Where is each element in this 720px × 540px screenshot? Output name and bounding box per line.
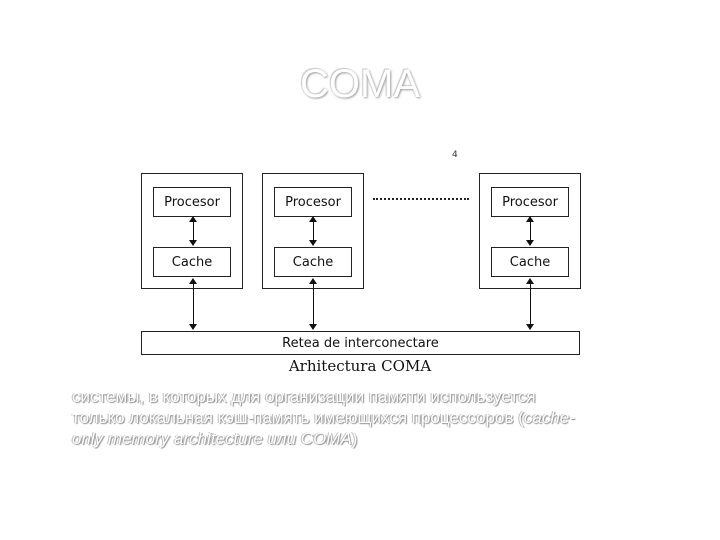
processor-label: Procesor	[164, 194, 220, 210]
description-text	[72, 386, 672, 449]
cache-label: Cache	[509, 254, 551, 270]
interconnect-bus	[141, 331, 580, 355]
diagram-caption: Arhitectura COMA	[288, 357, 432, 375]
description-line-3	[72, 428, 672, 449]
cache-box-3	[491, 247, 569, 277]
cache-box-1	[153, 247, 231, 277]
processor-label: Procesor	[285, 194, 341, 210]
processor-box-2	[274, 187, 352, 217]
description-line-1: системы, в которых для организации памяти используется	[72, 387, 536, 406]
ellipsis-connector	[373, 198, 469, 200]
cache-box-2	[274, 247, 352, 277]
description-line-2	[72, 407, 672, 428]
processor-box-3	[491, 187, 569, 217]
slide-title: COMA	[300, 62, 420, 106]
cache-label: Cache	[171, 254, 213, 270]
cache-label: Cache	[292, 254, 334, 270]
node-1	[141, 173, 243, 289]
page-mark: 4	[452, 150, 458, 160]
bus-label: Retea de interconectare	[282, 335, 439, 351]
description-line-3-em: only memory architecture или COMA	[72, 429, 352, 448]
description-line-2-em: cache-	[523, 408, 575, 427]
processor-label: Procesor	[502, 194, 558, 210]
description-line-3-text: )	[351, 429, 358, 448]
processor-box-1	[153, 187, 231, 217]
description-line-2-text: только локальная кэш-память имеющихся процессоров (	[72, 408, 524, 427]
